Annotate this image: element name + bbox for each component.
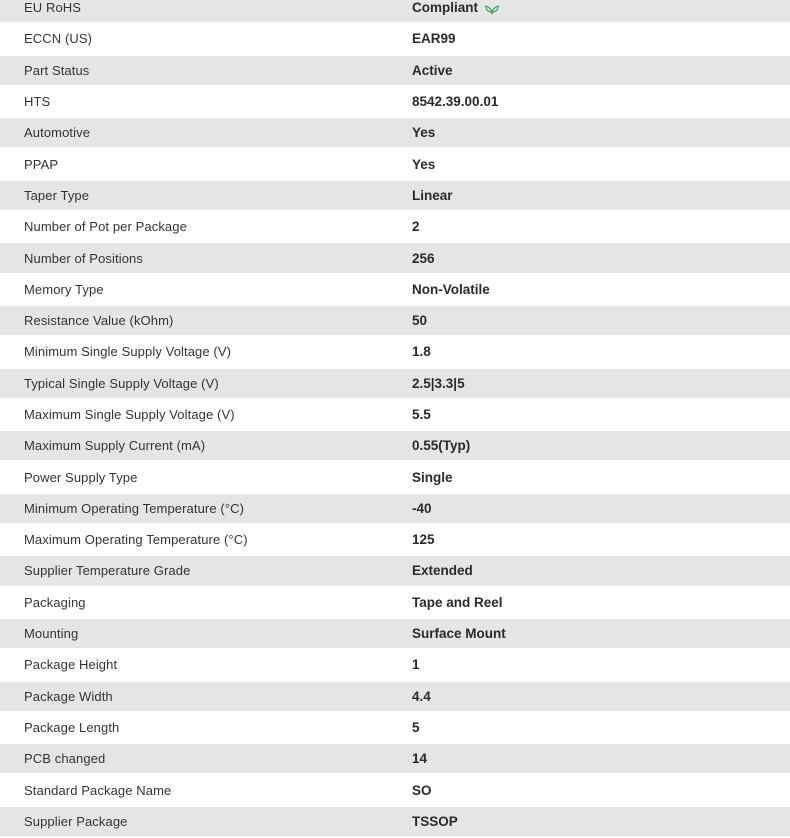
spec-row-maximum-single-supply-voltage-v: [0, 400, 790, 431]
spec-value: TSSOP: [412, 813, 458, 829]
spec-row-hts: [0, 87, 790, 118]
spec-label: Automotive: [24, 125, 91, 141]
spec-row-pcb-changed: [0, 744, 790, 775]
spec-value: 0.55(Typ): [412, 438, 471, 454]
spec-label: Supplier Temperature Grade: [24, 563, 191, 579]
spec-row-minimum-single-supply-voltage-v: [0, 337, 790, 368]
spec-value: 5.5: [412, 407, 431, 422]
spec-value: Extended: [412, 563, 473, 579]
spec-value: 2.5|3.3|5: [412, 375, 465, 391]
spec-value: 14: [412, 751, 428, 767]
spec-row-mounting: [0, 619, 790, 650]
spec-row-standard-package-name: [0, 775, 790, 806]
spec-label: Power Supply Type: [24, 469, 138, 485]
spec-value: 8542.39.00.01: [412, 94, 499, 110]
leaf-icon: [484, 2, 500, 14]
spec-value: Yes: [412, 156, 436, 172]
spec-value: 256: [412, 250, 435, 266]
spec-label: PCB changed: [24, 751, 106, 767]
spec-row-eccn-us: [0, 24, 790, 55]
spec-value: 50: [412, 313, 428, 329]
spec-row-maximum-supply-current-ma: [0, 431, 790, 462]
spec-value: 1.8: [412, 344, 431, 360]
spec-label: Packaging: [24, 594, 86, 610]
spec-row-automotive: [0, 118, 790, 149]
spec-label: Package Height: [24, 657, 118, 673]
spec-label: Minimum Single Supply Voltage (V): [24, 344, 232, 360]
spec-value: 4.4: [412, 688, 431, 704]
spec-row-minimum-operating-temperature-c: [0, 494, 790, 525]
spec-value: SO: [412, 782, 432, 798]
spec-row-part-status: [0, 56, 790, 87]
spec-label: Maximum Supply Current (mA): [24, 438, 206, 454]
spec-value: 5: [412, 719, 420, 735]
spec-label: HTS: [24, 94, 51, 110]
spec-row-supplier-temperature-grade: [0, 556, 790, 587]
spec-value: Surface Mount: [412, 626, 506, 642]
spec-value: -40: [412, 500, 432, 516]
spec-row-ppap: [0, 149, 790, 180]
spec-label: Resistance Value (kOhm): [24, 313, 174, 329]
spec-value: EAR99: [412, 31, 456, 47]
spec-label: Number of Pot per Package: [24, 219, 187, 235]
spec-label: Part Status: [24, 62, 90, 78]
spec-value: Yes: [412, 125, 436, 141]
spec-value: Compliant: [412, 0, 478, 16]
spec-label: Minimum Operating Temperature (°C): [24, 500, 245, 516]
spec-row-package-height: [0, 650, 790, 681]
spec-row-number-of-pot-per-package: [0, 212, 790, 243]
spec-row-eu-rohs: [0, 0, 790, 24]
spec-row-power-supply-type: [0, 462, 790, 493]
spec-label: Number of Positions: [24, 250, 143, 266]
spec-label: Mounting: [24, 626, 79, 642]
spec-row-supplier-package: [0, 807, 790, 838]
spec-label: PPAP: [24, 156, 59, 172]
spec-label: Memory Type: [24, 281, 104, 297]
spec-label: Typical Single Supply Voltage (V): [24, 375, 219, 391]
spec-label: Supplier Package: [24, 813, 128, 829]
spec-label: Package Width: [24, 688, 113, 704]
spec-row-resistance-value-kohm: [0, 306, 790, 337]
spec-value: Active: [412, 62, 453, 78]
spec-row-package-length: [0, 713, 790, 744]
spec-value: 2: [412, 219, 420, 235]
spec-row-taper-type: [0, 181, 790, 212]
spec-value: Linear: [412, 187, 453, 203]
spec-value: Tape and Reel: [412, 594, 503, 610]
spec-label: Taper Type: [24, 187, 90, 203]
spec-value: Non-Volatile: [412, 281, 490, 297]
spec-label: Maximum Operating Temperature (°C): [24, 532, 248, 548]
spec-label: Package Length: [24, 719, 120, 735]
spec-value: 1: [412, 657, 420, 673]
spec-row-maximum-operating-temperature-c: [0, 525, 790, 556]
spec-label: Maximum Single Supply Voltage (V): [24, 407, 235, 422]
spec-label: Standard Package Name: [24, 782, 172, 798]
spec-value: Single: [412, 469, 453, 485]
spec-row-typical-single-supply-voltage-v: [0, 369, 790, 400]
spec-row-memory-type: [0, 275, 790, 306]
spec-row-packaging: [0, 588, 790, 619]
spec-row-number-of-positions: [0, 243, 790, 274]
spec-value: 125: [412, 532, 435, 548]
spec-label: ECCN (US): [24, 31, 93, 47]
spec-label: EU RoHS: [24, 0, 82, 16]
spec-row-package-width: [0, 682, 790, 713]
